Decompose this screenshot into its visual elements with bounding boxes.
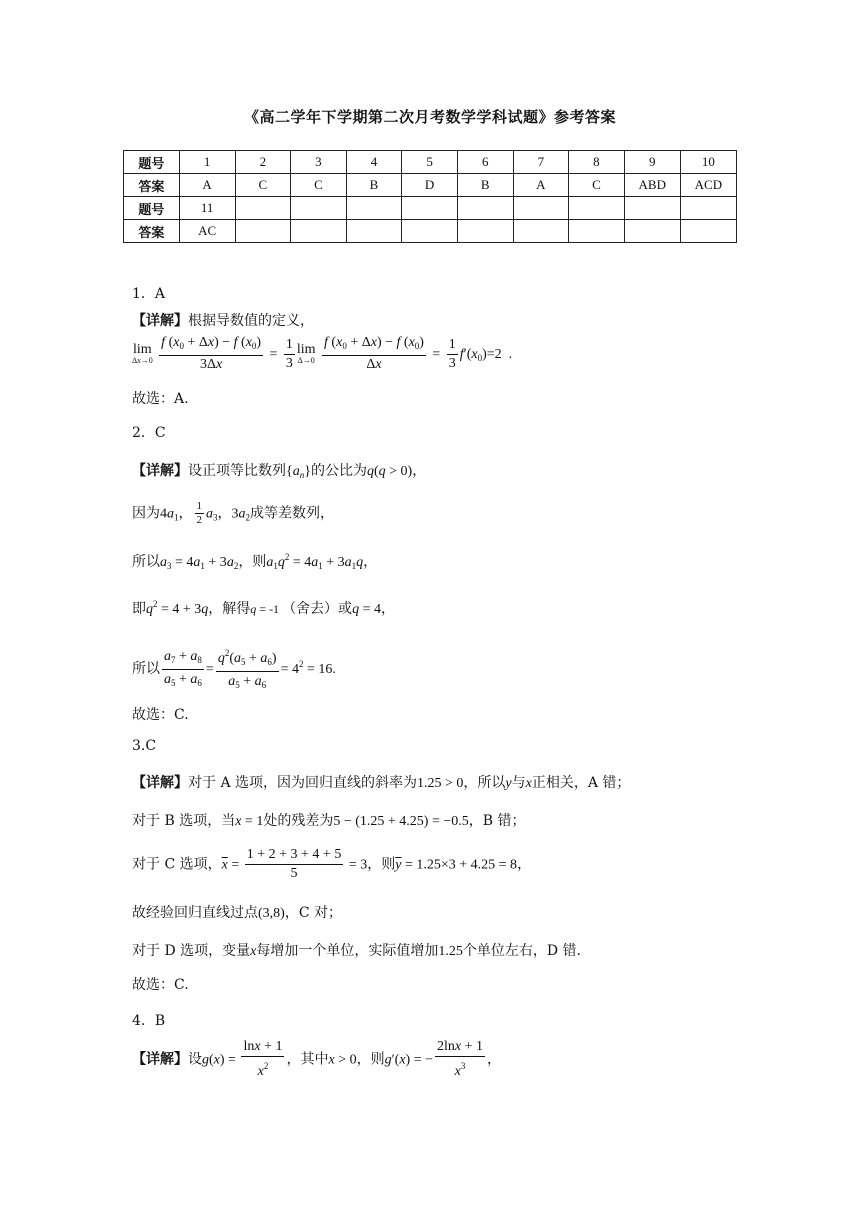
table-cell [513, 197, 569, 220]
q1-text: 根据导数值的定义， [188, 313, 314, 329]
table-cell [235, 197, 291, 220]
q2-line2: 因为$4a_1$， $\frac{1}{2}$ $a_3$，$3a_2$成等差数列， [132, 500, 334, 526]
table-cell: 1 [179, 151, 235, 174]
table-cell: 3 [291, 151, 347, 174]
table-cell [569, 197, 625, 220]
table-cell [624, 197, 680, 220]
q2-conclusion: 故选：C. [132, 707, 189, 723]
table-cell [680, 220, 736, 243]
table-cell [513, 220, 569, 243]
table-cell [457, 197, 513, 220]
q3-line4: 故经验回归直线过点(3,8)，C 对； [132, 905, 342, 921]
detail-tag: 【详解】 [132, 775, 188, 791]
page-title: 《高二学年下学期第二次月考数学学科试题》参考答案 [243, 108, 616, 126]
table-cell [291, 197, 347, 220]
q2-heading: 2．C [132, 425, 166, 441]
table-cell: 5 [402, 151, 458, 174]
table-cell [680, 197, 736, 220]
table-cell: 6 [457, 151, 513, 174]
table-row [124, 220, 737, 243]
q3-line1: 【详解】对于 A 选项，因为回归直线的斜率为1.25 > 0，所以y与x正相关，A 错； [132, 775, 631, 791]
table-row [124, 197, 737, 220]
table-cell: 2 [235, 151, 291, 174]
table-cell: ABD [624, 174, 680, 197]
q2-line5: 所以 $\frac{a_7 + a_8}{a_5 + a_6}$ = $\frac{q^2(a_5 + a_6)}{a_5 + a_6}$ = $4^2 = 16$. [132, 644, 336, 694]
detail-tag: 【详解】 [132, 463, 188, 479]
table-cell: C [569, 174, 625, 197]
table-cell: D [402, 174, 458, 197]
table-cell: A [513, 174, 569, 197]
table-cell [569, 220, 625, 243]
table-cell: 10 [680, 151, 736, 174]
q3-heading: 3.C [132, 738, 157, 754]
table-cell [235, 220, 291, 243]
q4-line1: 【详解】设g(x) = $\frac{\ln x + 1}{x^2}$ ，其中x > 0，则g′(x) = − $\frac{2\ln x + 1}{x^3}$ ， [132, 1039, 502, 1079]
q1-formula: lim Δx→0 $\frac{f (x_0 + \Delta x) - f (x_0)}{3\Delta x}$ = $\frac{1}{3}$ lim Δ→0 $\frac{f (x_0 + \Delta x) - f (x_0)}{\Delta x}$ = $\frac{1}{3}$ $f'(x_0)=2$ . [132, 335, 513, 372]
table-cell [346, 220, 402, 243]
table-cell [346, 197, 402, 220]
table-cell [291, 220, 347, 243]
answer-table [123, 150, 737, 243]
q3-line2: 对于 B 选项，当x = 1处的残差为5 − (1.25 + 4.25) = −0.5，B 错； [132, 813, 526, 829]
detail-tag: 【详解】 [132, 1051, 188, 1068]
table-cell: 4 [346, 151, 402, 174]
table-header-cell: 题号 [124, 151, 180, 174]
table-cell [402, 220, 458, 243]
table-cell: ACD [680, 174, 736, 197]
q2-line3: 所以$a_3 = 4a_1 + 3a_2$，则$a_1q^2 = 4a_1 + 3a_1q$， [132, 552, 378, 571]
q2-line1: 【详解】设正项等比数列$\{a_n\}$的公比为q(q > 0)， [132, 463, 427, 480]
table-header-cell: 题号 [124, 197, 180, 220]
table-cell: 9 [624, 151, 680, 174]
table-header-cell: 答案 [124, 174, 180, 197]
table-cell: A [179, 174, 235, 197]
table-cell: C [235, 174, 291, 197]
q3-line5: 对于 D 选项，变量x每增加一个单位，实际值增加1.25个单位左右，D 错. [132, 943, 581, 959]
table-cell: 8 [569, 151, 625, 174]
q3-conclusion: 故选：C. [132, 977, 189, 993]
table-row [124, 151, 737, 174]
table-cell: 11 [179, 197, 235, 220]
q1-conclusion: 故选：A. [132, 391, 189, 407]
q1-heading: 1．A [132, 286, 166, 302]
table-cell: C [291, 174, 347, 197]
q1-detail [132, 310, 314, 330]
table-row [124, 174, 737, 197]
q3-line3: 对于 C 选项，$\overline{x}$ = $\frac{1 + 2 + 3 + 4 + 5}{5}$ = 3，则$\overline{y} = 1.25\times 3 + 4.25 = 8$， [132, 847, 532, 881]
q4-heading: 4．B [132, 1013, 166, 1029]
table-header-cell: 答案 [124, 220, 180, 243]
table-cell: 7 [513, 151, 569, 174]
detail-tag: 【详解】 [132, 313, 188, 329]
table-cell: B [346, 174, 402, 197]
table-cell: B [457, 174, 513, 197]
table-cell: AC [179, 220, 235, 243]
q2-line4: 即$q^2 = 4 + 3q$，解得q = -1 （舍去）或q = 4， [132, 599, 395, 617]
table-cell [624, 220, 680, 243]
table-cell [457, 220, 513, 243]
table-cell [402, 197, 458, 220]
